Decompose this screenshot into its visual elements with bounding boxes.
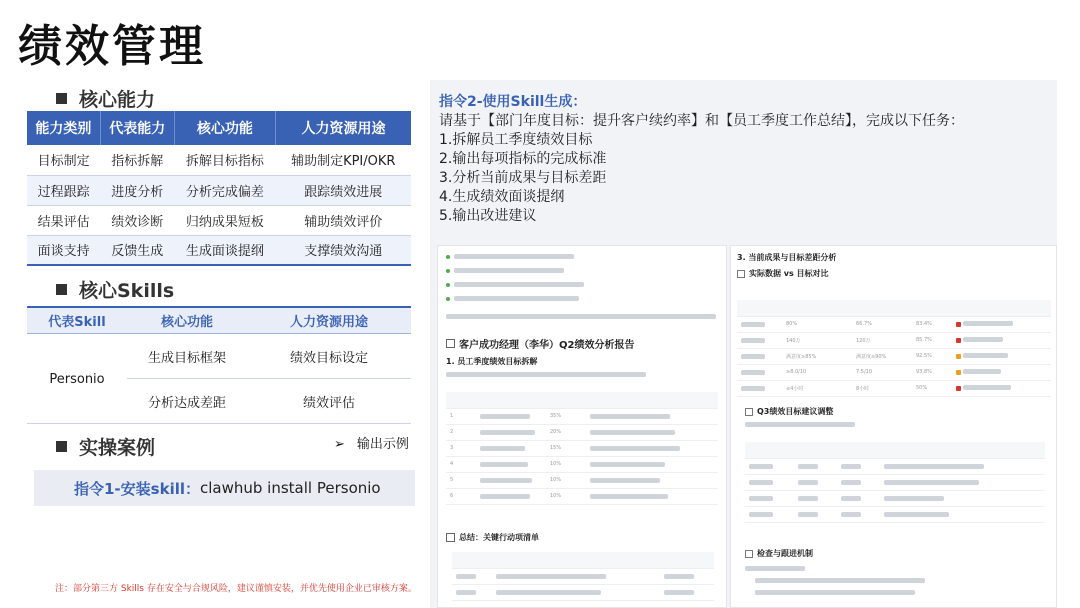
header-cell [737,300,782,316]
command2-instructions [439,93,1049,226]
table-cell: 生成面谈提纲 [174,235,275,265]
check-title: 检查与跟进机制 [745,548,813,559]
status-dot-icon [446,255,450,259]
table-cell: 进度分析 [100,175,174,205]
skills-table-header [27,306,411,334]
section-core-capabilities: 核心能力 [56,85,155,112]
table-row: 2 20% [446,424,718,440]
table-row: 满意度≥85% 满意度≥90% 92.5% [737,348,1051,364]
command2-step: 4.生成绩效面谈提纲 [439,189,565,205]
placeholder-text [446,372,646,377]
header-cell [880,442,1045,458]
arrow-right-icon: ➢ [334,437,345,452]
table-row [127,334,411,379]
table-cell: 绩效评估 [302,396,355,411]
placeholder-text [745,566,805,571]
table-cell: 辅助制定KPI/OKR [276,145,411,175]
table-cell: 跟踪绩效进展 [276,175,411,205]
header-cell: 能力类别 [27,111,100,145]
target-breakdown-table [446,392,718,505]
report-section-title: 1. 员工季度绩效目标拆解 [446,357,538,366]
table-row: 5 10% [446,472,718,488]
header-cell [837,442,880,458]
report-title: 客户成功经理（李华）Q2绩效分析报告 [446,336,634,351]
compare-title: 实际数据 vs 目标对比 [737,268,829,279]
header-cell [952,300,1051,316]
header-cell [452,552,492,568]
header-cell [546,392,586,408]
command2-step: 3.分析当前成果与目标差距 [439,170,607,186]
q3-title: Q3绩效目标建议调整 [745,406,833,417]
section-core-skills: 核心Skills [56,276,174,303]
footnote: 注：部分第三方 Skills 存在安全与合规风险，建议谨慎安装，并优先使用企业已审核方案。 [55,584,417,594]
tool-call-line [446,296,579,301]
skill-name: Personio [49,371,105,387]
table-row [452,568,714,584]
table-row: 1 35% [446,408,718,424]
header-cell: 人力资源用途 [276,111,411,145]
table-row: 140万 120万 85.7% [737,332,1051,348]
table-row: 80% 66.7% 83.4% [737,316,1051,332]
report-screenshot-left [437,245,727,608]
table-cell: 分析完成偏差 [174,175,275,205]
status-badge [956,370,961,375]
header-cell [492,552,660,568]
table-row [127,379,411,424]
tool-call-line [446,268,564,273]
placeholder-text [755,578,925,583]
table-row: 4 10% [446,456,718,472]
skills-table [27,306,411,424]
table-row: ≤4小时 8小时 50% [737,380,1051,396]
gap-analysis-table [737,300,1051,397]
header-cell [745,442,794,458]
table-row [745,474,1045,490]
table-row [745,506,1045,522]
table-cell: 结果评估 [27,205,100,235]
report-section-title: 3. 当前成果与目标差距分析 [737,253,837,262]
report-screenshot-right [730,245,1057,608]
output-example-label: ➢ 输出示例 [334,437,409,452]
table-cell: 生成目标框架 [147,350,226,366]
command1-code: clawhub install Personio [200,479,381,497]
table-row [452,584,714,600]
square-bullet-icon [56,441,67,452]
header-cell: 人力资源用途 [289,315,368,330]
summary-title: 总结：关键行动项清单 [446,532,539,543]
output-panel [430,80,1057,608]
status-badge [956,386,961,391]
table-row [27,175,411,205]
table-row [745,490,1045,506]
status-badge [956,338,961,343]
command1-box [34,470,415,506]
table-cell: 支撑绩效沟通 [276,235,411,265]
table-row: 6 10% [446,488,718,504]
header-cell [476,392,546,408]
table-cell: 辅助绩效评价 [276,205,411,235]
status-badge [956,322,961,327]
status-badge [956,354,961,359]
placeholder-text [446,314,716,319]
table-cell: 指标拆解 [100,145,174,175]
header-cell [912,300,952,316]
section-cases: 实操案例 [56,433,155,460]
table-cell: 过程跟踪 [27,175,100,205]
header-cell [660,552,714,568]
table-row: ≥8.0/10 7.5/10 93.8% [737,364,1051,380]
square-bullet-icon [56,93,67,104]
command2-step: 1.拆解员工季度绩效目标 [439,132,593,148]
command1-label: 指令1-安装skill： [74,479,200,498]
status-dot-icon [446,283,450,287]
document-icon [745,408,753,416]
header-cell: 核心功能 [160,315,213,330]
tool-call-line [446,282,584,287]
header-cell [794,442,837,458]
command2-intro: 请基于【部门年度目标：提升客户续约率】和【员工季度工作总结】，完成以下任务： [439,113,964,129]
square-bullet-icon [56,284,67,295]
table-cell: 绩效目标设定 [289,350,368,366]
command2-title: 指令2-使用Skill生成： [439,94,587,110]
checkbox-icon [745,550,753,558]
table-cell: 分析达成差距 [147,396,226,411]
status-dot-icon [446,297,450,301]
header-cell [852,300,912,316]
capability-table-header [27,111,411,145]
header-cell: 核心功能 [174,111,275,145]
table-cell: 反馈生成 [100,235,174,265]
table-cell: 归纳成果短板 [174,205,275,235]
table-row: 3 15% [446,440,718,456]
table-row [745,458,1045,474]
table-cell: 目标制定 [27,145,100,175]
document-icon [446,339,455,348]
table-row [27,145,411,175]
table-cell: 面谈支持 [27,235,100,265]
header-cell: 代表Skill [48,315,106,330]
header-cell: 代表能力 [100,111,174,145]
header-cell [586,392,718,408]
page-title: 绩效管理 [18,21,206,72]
q3-adjust-table [745,442,1045,523]
table-row [27,235,411,265]
status-dot-icon [446,269,450,273]
checkbox-icon [737,270,745,278]
table-row [27,205,411,235]
command2-step: 5.输出改进建议 [439,208,537,224]
capability-table [27,111,411,266]
header-cell [446,392,476,408]
checkbox-icon [446,533,455,542]
placeholder-text [755,590,915,595]
placeholder-text [745,422,855,427]
table-cell: 拆解目标指标 [174,145,275,175]
action-items-table [452,552,714,601]
table-cell: 绩效诊断 [100,205,174,235]
skills-table-body [27,334,411,424]
tool-call-line [446,254,574,259]
header-cell [782,300,852,316]
command2-step: 2.输出每项指标的完成标准 [439,151,607,167]
